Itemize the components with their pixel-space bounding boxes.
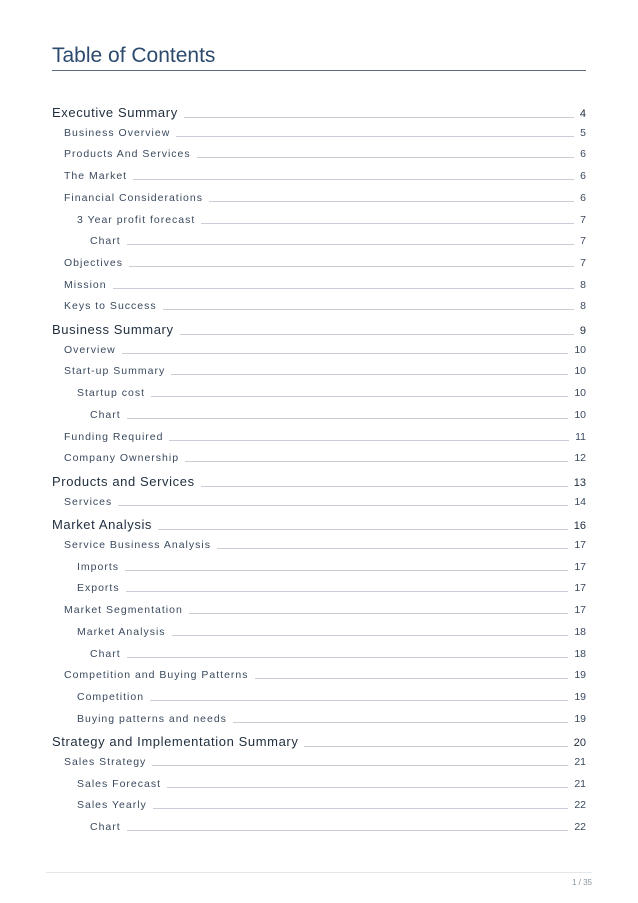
- toc-entry[interactable]: [64, 753, 586, 768]
- toc-entry-page-number: 18: [574, 625, 586, 638]
- toc-entry-page-number: 10: [574, 408, 586, 421]
- toc-leader-line: [158, 529, 568, 530]
- toc-entry[interactable]: [52, 319, 586, 337]
- toc-entry[interactable]: [64, 428, 586, 443]
- toc-entry[interactable]: [64, 666, 586, 681]
- toc-leader-line: [127, 418, 569, 419]
- toc-entry[interactable]: [90, 406, 586, 421]
- toc-entry-label: Strategy and Implementation Summary: [52, 734, 299, 750]
- toc-entry[interactable]: [64, 493, 586, 508]
- toc-entry-label: Startup cost: [77, 387, 146, 400]
- toc-entry-page-number: 11: [575, 430, 586, 443]
- toc-entry-label: Executive Summary: [52, 105, 178, 120]
- toc-entry[interactable]: [52, 514, 586, 532]
- toc-leader-line: [150, 700, 568, 701]
- toc-entry[interactable]: [52, 102, 586, 120]
- toc-leader-line: [304, 746, 567, 747]
- toc-entry[interactable]: [64, 276, 586, 291]
- toc-leader-line: [127, 244, 574, 245]
- toc-entry[interactable]: [64, 254, 586, 269]
- toc-entry-page-number: 13: [573, 476, 586, 489]
- toc-entry-label: Company Ownership: [64, 452, 180, 465]
- toc-entry-label: Sales Yearly: [77, 799, 147, 812]
- toc-entry-label: Products and Services: [52, 473, 195, 489]
- toc-entry-label: Competition and Buying Patterns: [64, 669, 249, 682]
- toc-entry[interactable]: [77, 796, 586, 811]
- toc-leader-line: [113, 288, 575, 289]
- toc-entry[interactable]: [64, 536, 586, 551]
- toc-entry-label: Financial Considerations: [64, 191, 203, 204]
- toc-entry-page-number: 18: [574, 647, 586, 660]
- toc-entry-label: Keys to Success: [64, 300, 157, 313]
- toc-entry-label: Business Summary: [52, 322, 174, 337]
- toc-entry-page-number: 19: [574, 690, 586, 703]
- toc-entry-page-number: 9: [579, 325, 586, 337]
- toc-entry[interactable]: [64, 341, 586, 356]
- toc-entry-label: Funding Required: [64, 430, 164, 443]
- toc-leader-line: [209, 201, 574, 202]
- toc-entry-page-number: 21: [574, 777, 586, 790]
- toc-leader-line: [172, 635, 569, 636]
- toc-entry-page-number: 6: [580, 148, 586, 161]
- toc-entry[interactable]: [64, 124, 586, 139]
- toc-entry-label: Chart: [90, 821, 121, 834]
- toc-entry[interactable]: [64, 145, 586, 160]
- toc-leader-line: [233, 722, 568, 723]
- toc-entry-label: Market Segmentation: [64, 604, 183, 617]
- toc-leader-line: [151, 396, 568, 397]
- toc-entry-page-number: 17: [574, 560, 586, 573]
- toc-entry-page-number: 17: [574, 539, 586, 551]
- toc-entry[interactable]: [64, 449, 586, 464]
- toc-leader-line: [163, 309, 575, 310]
- toc-leader-line: [184, 117, 574, 118]
- toc-entry-label: Start-up Summary: [64, 365, 166, 378]
- toc-leader-line: [129, 266, 574, 267]
- toc-leader-line: [126, 591, 569, 592]
- toc-leader-line: [255, 678, 569, 679]
- toc-entry-page-number: 17: [574, 604, 586, 617]
- toc-entry-label: Exports: [77, 582, 120, 595]
- toc-entry-label: 3 Year profit forecast: [77, 213, 196, 226]
- toc-entry-label: Overview: [64, 343, 116, 356]
- toc-leader-line: [189, 613, 569, 614]
- toc-leader-line: [176, 136, 574, 137]
- toc-entry-label: Market Analysis: [77, 625, 166, 638]
- toc-entry-page-number: 14: [574, 495, 586, 508]
- toc-entry-label: Objectives: [64, 256, 124, 269]
- toc-entry[interactable]: [77, 558, 586, 573]
- toc-entry-label: Mission: [64, 278, 107, 291]
- toc-entry-page-number: 8: [580, 300, 586, 313]
- toc-leader-line: [171, 374, 568, 375]
- toc-entry-label: Chart: [90, 408, 121, 421]
- toc-entry[interactable]: [64, 362, 586, 377]
- toc-entry-page-number: 12: [574, 452, 586, 465]
- toc-entry[interactable]: [77, 688, 586, 703]
- toc-entry[interactable]: [77, 211, 586, 226]
- toc-leader-line: [197, 157, 575, 158]
- toc-entry-page-number: 17: [574, 582, 586, 595]
- toc-entry-page-number: 19: [574, 669, 586, 682]
- toc-entry-page-number: 10: [574, 387, 586, 400]
- toc-entry-label: Buying patterns and needs: [77, 712, 227, 725]
- toc-entry[interactable]: [64, 601, 586, 616]
- page-number-footer: 1 / 35: [571, 878, 592, 887]
- toc-leader-line: [217, 548, 568, 549]
- toc-entry[interactable]: [90, 645, 586, 660]
- toc-entry[interactable]: [64, 297, 586, 312]
- toc-entry-page-number: 5: [580, 126, 586, 139]
- toc-leader-line: [122, 353, 569, 354]
- title-divider: [52, 70, 586, 71]
- toc-entry[interactable]: [77, 775, 586, 790]
- toc-entry-page-number: 22: [574, 821, 586, 834]
- toc-leader-line: [127, 830, 569, 831]
- toc-leader-line: [118, 505, 568, 506]
- footer-divider: [46, 872, 592, 873]
- toc-entry-page-number: 20: [573, 737, 586, 750]
- toc-leader-line: [201, 486, 568, 487]
- toc-leader-line: [153, 808, 569, 809]
- toc-leader-line: [125, 570, 568, 571]
- toc-entry-label: Chart: [90, 647, 121, 660]
- toc-leader-line: [201, 223, 574, 224]
- toc-entry[interactable]: [90, 232, 586, 247]
- toc-leader-line: [152, 765, 568, 766]
- toc-entry-page-number: 16: [573, 520, 586, 533]
- toc-entry-page-number: 7: [580, 213, 586, 226]
- page-title: Table of Contents: [52, 44, 216, 67]
- toc-entry[interactable]: [52, 731, 586, 749]
- toc-entry-label: Imports: [77, 560, 120, 573]
- toc-entry-page-number: 6: [580, 191, 586, 204]
- toc-leader-line: [169, 440, 569, 441]
- toc-entry[interactable]: [77, 579, 586, 594]
- toc-entry-label: Services: [64, 495, 113, 508]
- toc-entry-label: Service Business Analysis: [64, 539, 211, 551]
- toc-entry-label: Chart: [90, 235, 121, 248]
- toc-leader-line: [185, 461, 568, 462]
- toc-entry-page-number: 10: [574, 343, 586, 356]
- toc-entry-label: Sales Strategy: [64, 756, 147, 768]
- toc-entry[interactable]: [77, 384, 586, 399]
- toc-entry[interactable]: [90, 818, 586, 833]
- toc-entry[interactable]: [77, 710, 586, 725]
- toc-entry-page-number: 10: [574, 365, 586, 378]
- toc-entry-page-number: 22: [574, 799, 586, 812]
- toc-entry-label: The Market: [64, 170, 128, 183]
- toc-leader-line: [127, 657, 569, 658]
- toc-entry-label: Market Analysis: [52, 517, 153, 533]
- toc-entry-label: Business Overview: [64, 126, 171, 139]
- toc-entry-page-number: 21: [574, 756, 586, 768]
- toc-entry-page-number: 7: [580, 256, 586, 269]
- toc-entry[interactable]: [77, 623, 586, 638]
- toc-entry-label: Products And Services: [64, 148, 191, 161]
- toc-entry-page-number: 19: [574, 712, 586, 725]
- toc-entry-label: Competition: [77, 690, 145, 703]
- toc-entry[interactable]: [52, 471, 586, 489]
- toc-entry[interactable]: [64, 167, 586, 182]
- toc-entry-page-number: 7: [580, 235, 586, 248]
- toc-entry[interactable]: [64, 189, 586, 204]
- toc-entry-label: Sales Forecast: [77, 777, 162, 790]
- toc-leader-line: [167, 787, 568, 788]
- toc-entry-page-number: 8: [580, 278, 586, 291]
- toc-leader-line: [133, 179, 574, 180]
- toc-entry-page-number: 4: [579, 108, 586, 120]
- toc-entry-page-number: 6: [580, 170, 586, 183]
- toc-leader-line: [180, 334, 574, 335]
